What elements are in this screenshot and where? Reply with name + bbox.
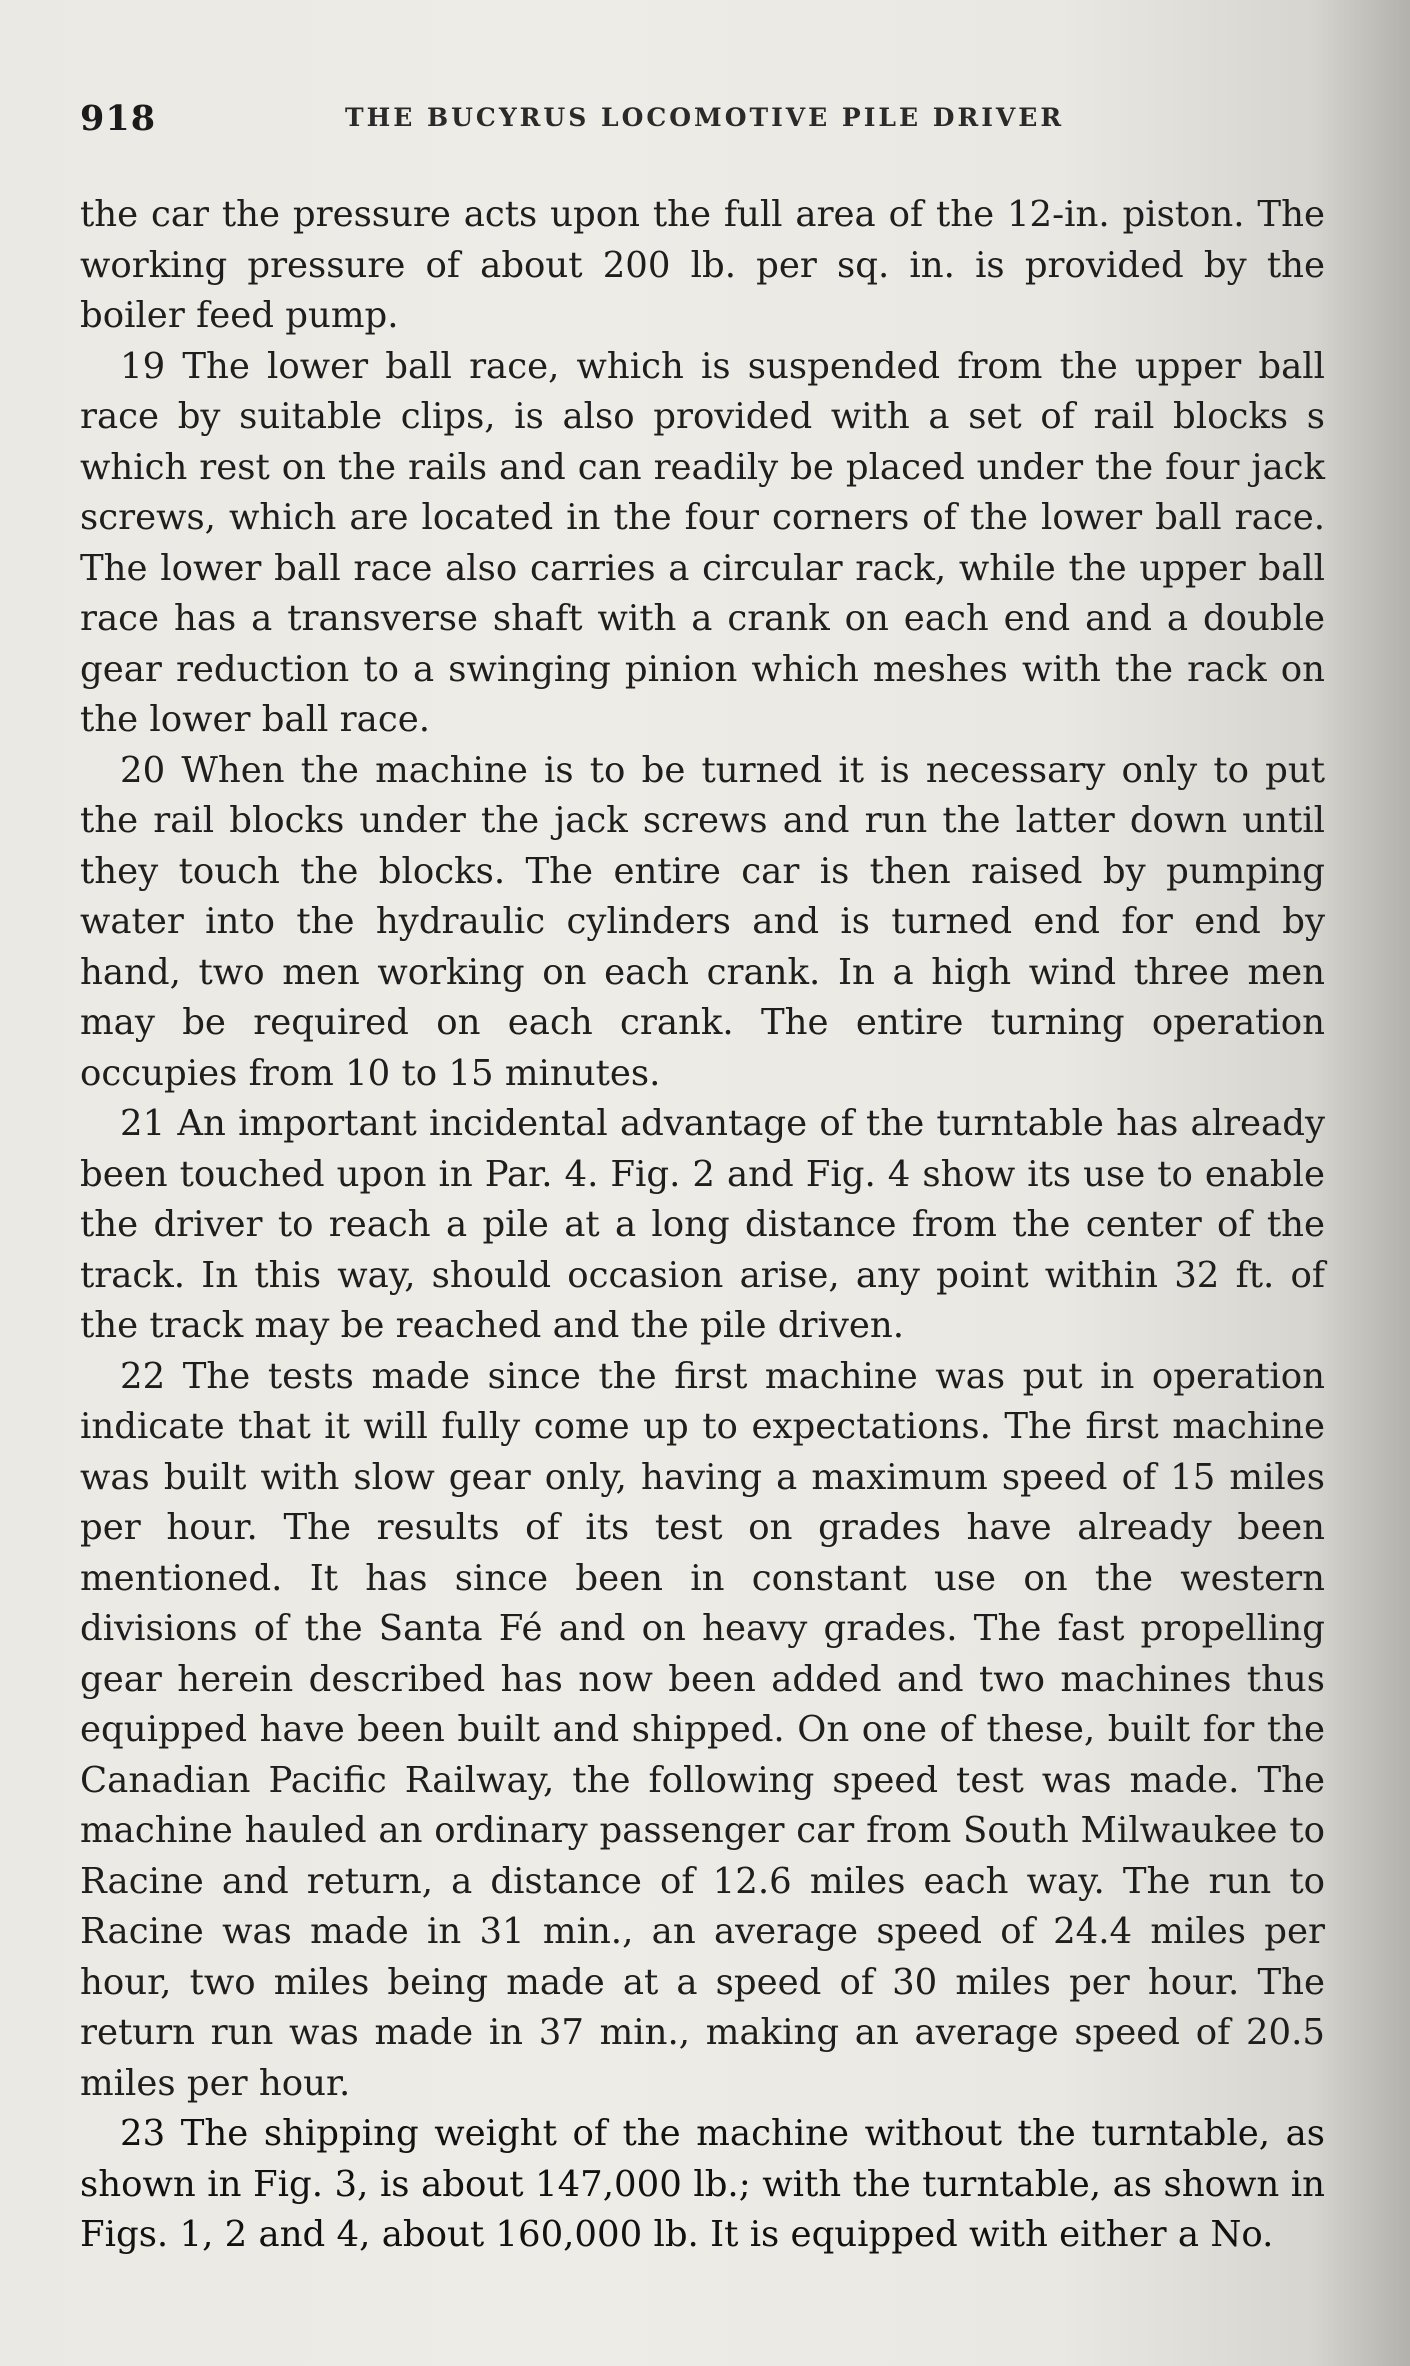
paragraph-continuation: the car the pressure acts upon the full area of the 12-in. piston. The working pressure of about 200 lb. per sq. in. is provided by the boiler feed pump. xyxy=(80,194,1325,336)
paragraph-23: 23 The shipping weight of the machine without the turntable, as shown in Fig. 3, is about 147,000 lb.; with the turntable, as shown in Figs. 1, 2 and 4, about 160,000 lb. It is equipped with either a No. xyxy=(80,2113,1325,2255)
paragraph-21: 21 An important incidental advantage of the turntable has already been touched upon in Par. 4. Fig. 2 and Fig. 4 show its use to enable the driver to reach a pile at a long distance from the center of the track. In this way, should occasion arise, any point within 32 ft. of the track may be reached and the pile driven. xyxy=(80,1103,1325,1346)
body-text xyxy=(80,190,1325,2261)
page-number: 918 xyxy=(80,98,157,139)
paragraph-20: 20 When the machine is to be turned it is necessary only to put the rail blocks under the jack screws and run the latter down until they touch the blocks. The entire car is then raised by pumping water into the hydraulic cylinders and is turned end for end by hand, two men working on each crank. In a high wind three men may be required on each crank. The entire turning operation occupies from 10 to 15 minutes. xyxy=(80,749,1325,1094)
running-title: THE BUCYRUS LOCOMOTIVE PILE DRIVER xyxy=(345,103,1065,132)
running-head xyxy=(80,98,1330,138)
paragraph-22: 22 The tests made since the first machine was put in operation indicate that it will fully come up to expectations. The first machine was built with slow gear only, having a maximum speed of 15 miles per hour. The results of its test on grades have already been mentioned. It has since been in constant use on the western divisions of the Santa Fé and on heavy grades. The fast propelling gear herein described has now been added and two machines thus equipped have been built and shipped. On one of these, built for the Canadian Pacific Railway, the following speed test was made. The machine hauled an ordinary passenger car from South Milwaukee to Racine and return, a distance of 12.6 miles each way. The run to Racine was made in 31 min., an average speed of 24.4 miles per hour, two miles being made at a speed of 30 miles per hour. The return run was made in 37 min., making an average speed of 20.5 miles per hour. xyxy=(80,1355,1325,2104)
paragraph-19: 19 The lower ball race, which is suspended from the upper ball race by suitable clips, is also provided with a set of rail blocks s which rest on the rails and can readily be placed under the four jack screws, which are located in the four corners of the lower ball race. The lower ball race also carries a circular rack, while the upper ball race has a transverse shaft with a crank on each end and a double gear reduction to a swinging pinion which meshes with the rack on the lower ball race. xyxy=(80,345,1325,740)
